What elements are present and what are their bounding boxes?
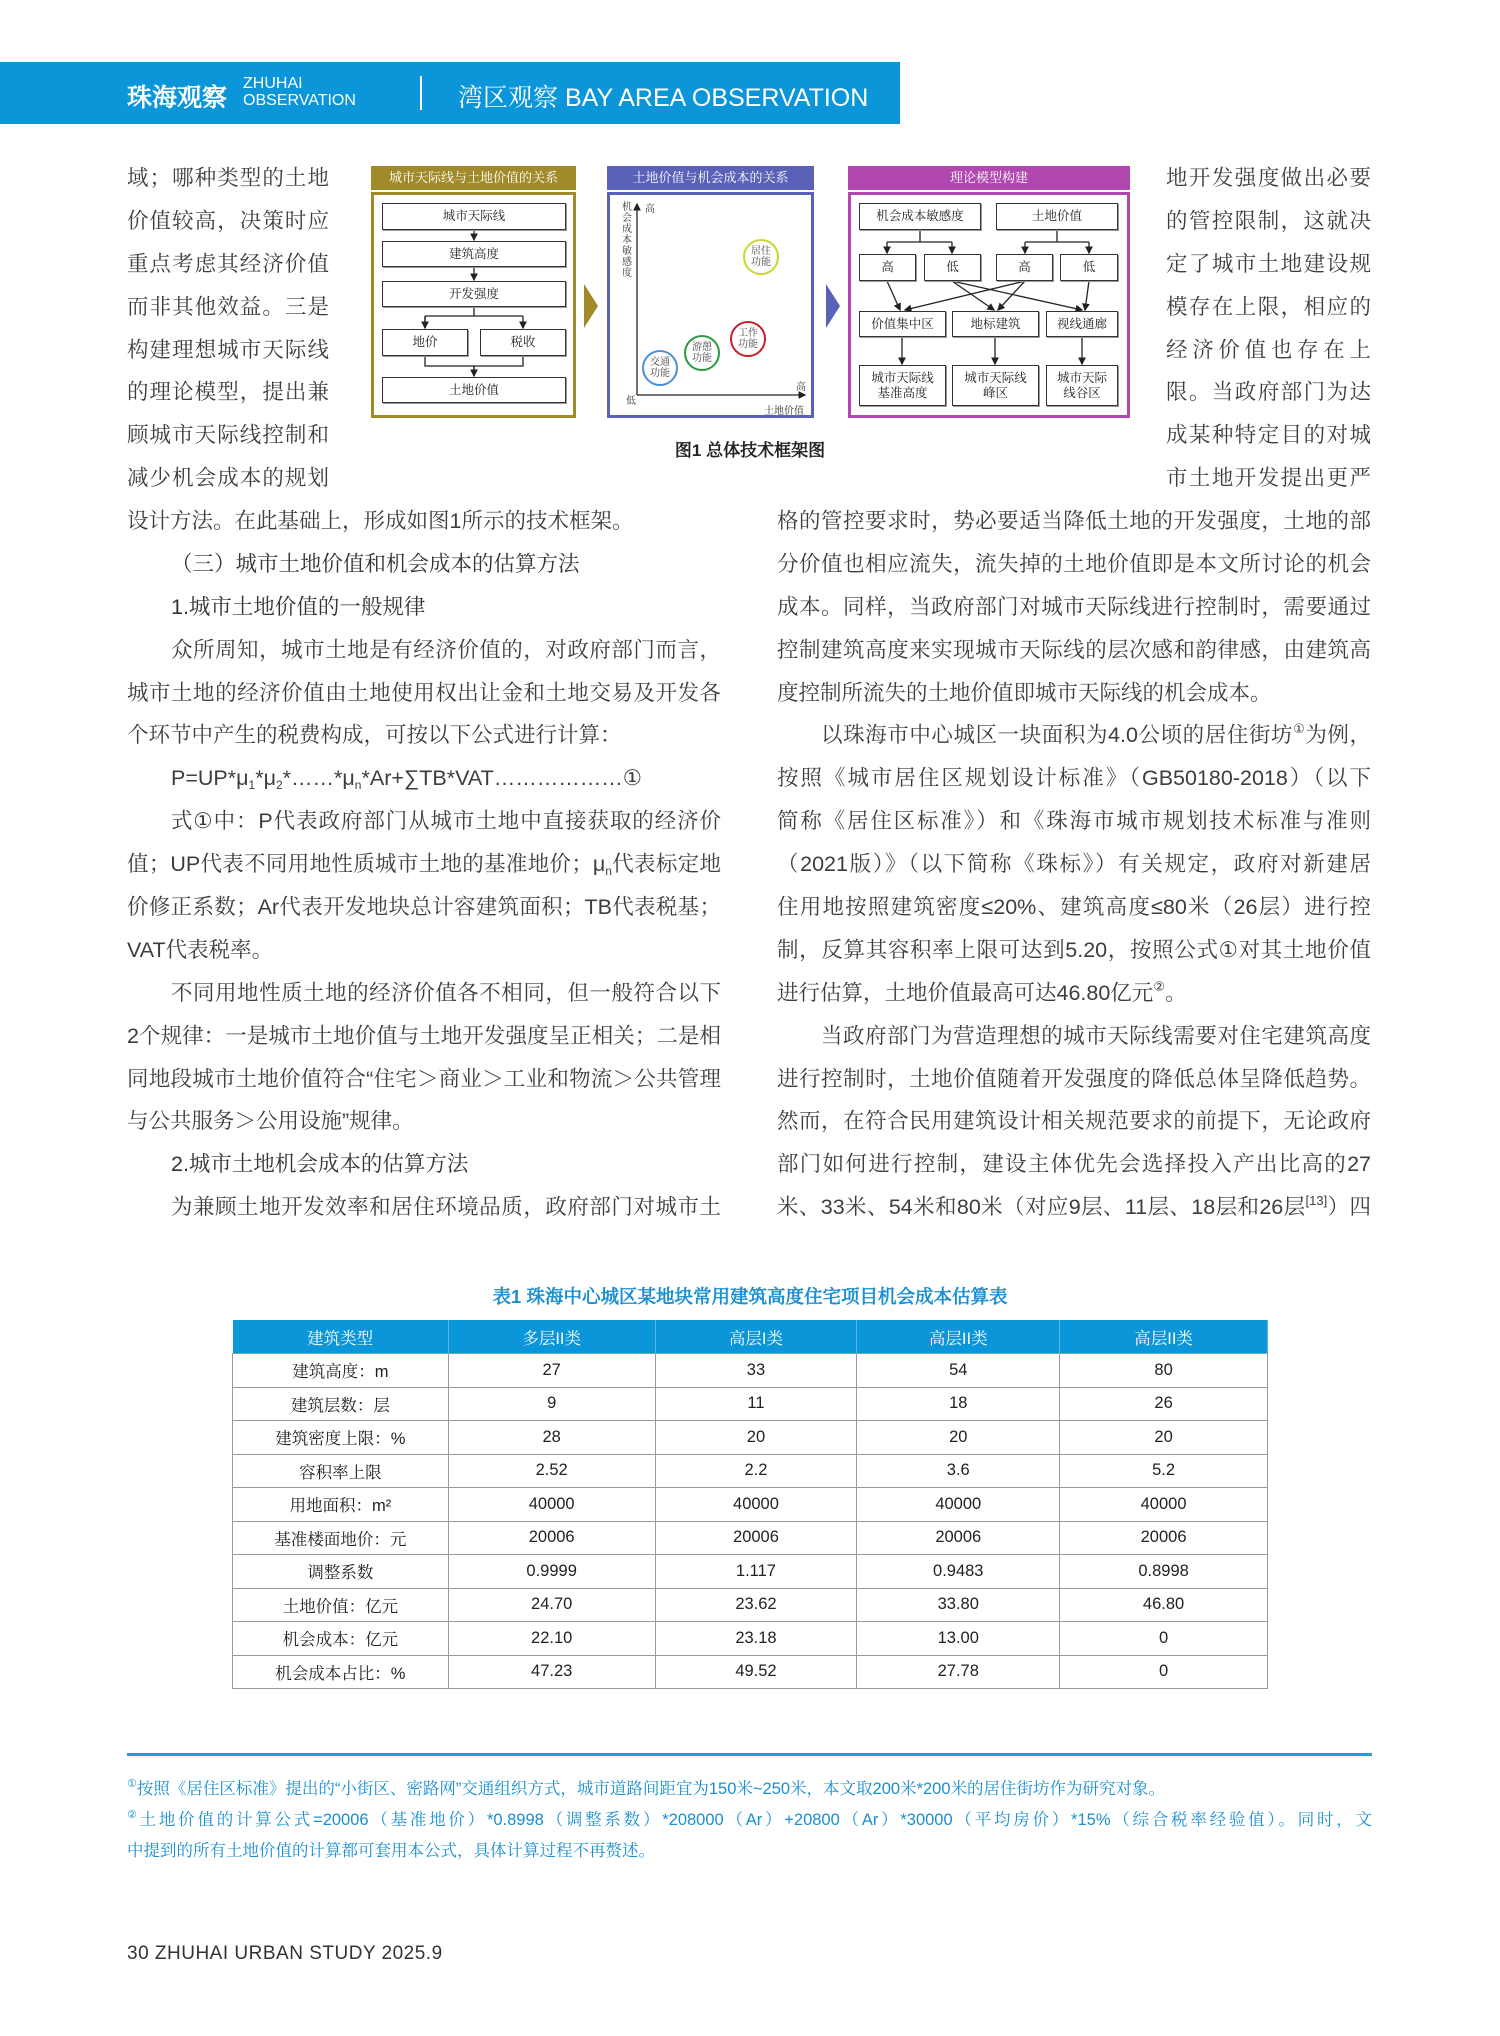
table-title: 表1 珠海中心城区某地块常用建筑高度住宅项目机会成本估算表 [492, 1286, 1008, 1307]
subscript: 2 [275, 778, 283, 793]
text-run: 的管控限制，这就决 [1166, 208, 1371, 233]
table-cell: 22.10 [448, 1622, 655, 1656]
page-footer: 30 ZHUHAI URBAN STUDY 2025.9 [127, 1943, 443, 1964]
text-run: 模存在上限，相应的 [1166, 294, 1371, 319]
table-cell: 11 [655, 1387, 857, 1421]
text-line [127, 757, 721, 800]
table-cell: 9 [448, 1387, 655, 1421]
table-cell: 54 [857, 1354, 1060, 1388]
section-heading [127, 543, 721, 586]
subscript: n [605, 864, 612, 879]
table-cell: 18 [857, 1387, 1060, 1421]
table-row [233, 1454, 1268, 1488]
box-high: 高 [996, 254, 1053, 281]
row-label: 建筑层数：层 [233, 1387, 449, 1421]
panel2-title: 土地价值与机会成本的关系 [607, 166, 814, 190]
table-cell: 20 [857, 1421, 1060, 1455]
row-label: 土地价值：亿元 [233, 1588, 449, 1622]
text-line [777, 1058, 1371, 1101]
section-heading [127, 1143, 721, 1186]
table-cell: 28 [448, 1421, 655, 1455]
text-line [777, 500, 1371, 543]
row-label: 机会成本占比：% [233, 1655, 449, 1689]
text-run: 按照《居住区标准》提出的“小街区、密路网”交通组织方式，城市道路间距宜为150米~250米，本文取200米*200米的居住街坊作为研究对象。 [136, 1780, 1166, 1798]
table-cell: 46.80 [1060, 1588, 1268, 1622]
table-cell: 0 [1060, 1622, 1268, 1656]
text-run: 价修正系数；Ar代表开发地块总计容建筑面积；TB代表税基； [127, 895, 721, 920]
flow-arrow-icon [826, 284, 840, 328]
text-run: 进行控制时，土地价值随着开发强度的降低总体呈降低趋势。 [777, 1066, 1371, 1091]
text-run: 市土地开发提出更严 [1166, 466, 1371, 491]
box-land-value: 土地价值 [382, 377, 566, 403]
text-line [1166, 414, 1371, 457]
text-run: 与公共服务＞公用设施”规律。 [127, 1109, 414, 1134]
text-line [127, 843, 721, 886]
box-tax: 税收 [480, 329, 566, 356]
table-cell: 5.2 [1060, 1454, 1268, 1488]
text-run: （2021版）》（以下简称《珠标》）有关规定，政府对新建居 [777, 852, 1371, 877]
table-row [233, 1421, 1268, 1455]
section-header-bar [0, 62, 900, 124]
table-cell: 13.00 [857, 1622, 1060, 1656]
table-row [233, 1622, 1268, 1656]
column-header: 多层II类 [448, 1320, 655, 1354]
box-value-cluster: 价值集中区 [859, 311, 946, 337]
text-run: *μ [255, 766, 276, 791]
circle-label: 居住功能 [751, 246, 771, 268]
box-line: 城市天际 [1056, 370, 1107, 385]
box-line: 城市天际线 [964, 370, 1027, 385]
text-line [127, 972, 721, 1015]
table-row [233, 1387, 1268, 1421]
box-line: 峰区 [982, 385, 1008, 400]
column-header: 高层II类 [857, 1320, 1060, 1354]
circle-label: 工作功能 [738, 328, 758, 350]
table-cell: 0.8998 [1060, 1555, 1268, 1589]
text-run: *……*μ [282, 766, 355, 791]
header-divider [420, 76, 422, 110]
text-run: 住用地按照建筑密度≤20%、建筑高度≤80米（26层）进行控 [777, 895, 1371, 920]
text-run: P=UP*μ [171, 766, 249, 791]
row-label: 建筑密度上限：% [233, 1421, 449, 1455]
text-line [777, 886, 1371, 929]
opportunity-cost-table [232, 1320, 1268, 1689]
text-line [127, 629, 721, 672]
text-run: *Ar+∑TB*VAT………………① [361, 766, 642, 791]
left-column-text [127, 500, 721, 1229]
flow-arrow-icon [584, 284, 598, 328]
text-line [777, 800, 1371, 843]
table-row [233, 1521, 1268, 1555]
table-cell: 20006 [655, 1521, 857, 1555]
box-skyline-valley [1046, 365, 1118, 406]
text-run: 然而，在符合民用建筑设计相关规范要求的前提下，无论政府 [777, 1109, 1371, 1134]
box-skyline-peak [952, 365, 1039, 406]
column-header: 高层I类 [655, 1320, 857, 1354]
text-run: 城市土地的经济价值由土地使用权出让金和土地交易及开发各 [127, 680, 721, 705]
text-line [777, 629, 1371, 672]
superscript: ② [1153, 978, 1165, 994]
left-column-narrow [127, 157, 329, 500]
circle-traffic [642, 350, 678, 386]
text-line [127, 457, 329, 500]
box-high: 高 [859, 254, 916, 281]
box-skyline-base [859, 365, 946, 406]
text-line [127, 1186, 721, 1229]
text-run: 米、33米、54米和80米（对应9层、11层、18层和26层 [777, 1195, 1306, 1220]
figure-caption: 图1 总体技术框架图 [674, 441, 826, 460]
table-header-row [233, 1320, 1268, 1354]
table-cell: 49.52 [655, 1655, 857, 1689]
box-opportunity-sensitivity: 机会成本敏感度 [859, 203, 981, 230]
text-run: 价值较高，决策时应 [127, 208, 329, 233]
box-line: 城市天际线 [871, 370, 934, 385]
table-row [233, 1555, 1268, 1589]
text-line [127, 1836, 1372, 1867]
figure-technical-framework [370, 166, 1132, 420]
text-line [777, 843, 1371, 886]
table-row [233, 1588, 1268, 1622]
table-cell: 33 [655, 1354, 857, 1388]
table-cell: 47.23 [448, 1655, 655, 1689]
row-label: 用地面积：m² [233, 1488, 449, 1522]
table-cell: 20 [1060, 1421, 1268, 1455]
text-line [1166, 286, 1371, 329]
text-run: 域；哪种类型的土地 [127, 166, 329, 190]
text-line [127, 243, 329, 286]
table-cell: 23.62 [655, 1588, 857, 1622]
table-cell: 33.80 [857, 1588, 1060, 1622]
text-run: （三）城市土地价值和机会成本的估算方法 [171, 551, 580, 576]
text-run: 部门如何进行控制，建设主体优先会选择投入产出比高的27 [777, 1152, 1371, 1177]
text-line [777, 586, 1371, 629]
circle-label: 交通功能 [650, 357, 670, 379]
x-axis-label: 土地价值 [764, 406, 804, 417]
text-run: 土地价值的计算公式=20006（基准地价）*0.8998（调整系数）*208000（Ar）+20800（Ar）*30000（平均房价）*15%（综合税率经验值）。同时，文 [139, 1811, 1372, 1829]
table-cell: 40000 [448, 1488, 655, 1522]
text-line [127, 414, 329, 457]
text-line [777, 757, 1371, 800]
superscript: ① [1293, 721, 1306, 737]
table-cell: 23.18 [655, 1622, 857, 1656]
y-axis-high: 高 [645, 204, 655, 215]
text-run: 格的管控要求时，势必要适当降低土地的开发强度，土地的部 [777, 509, 1371, 533]
text-run: 众所周知，城市土地是有经济价值的，对政府部门而言， [171, 637, 721, 662]
table-cell: 40000 [1060, 1488, 1268, 1522]
text-line [127, 672, 721, 715]
text-line [127, 800, 721, 843]
row-label: 建筑高度：m [233, 1354, 449, 1388]
section-name-en-line2: OBSERVATION [243, 92, 356, 109]
text-run: 同地段城市土地价值符合“住宅＞商业＞工业和物流＞公共管理 [127, 1066, 721, 1091]
table-cell: 27.78 [857, 1655, 1060, 1689]
text-line [127, 1805, 1372, 1836]
table-cell: 0.9483 [857, 1555, 1060, 1589]
table-cell: 20006 [857, 1521, 1060, 1555]
box-line: 线谷区 [1063, 385, 1101, 400]
text-line [777, 929, 1371, 972]
text-run: 控制建筑高度来实现城市天际线的层次感和韵律感，由建筑高 [777, 637, 1371, 662]
text-line [777, 543, 1371, 586]
text-line [127, 329, 329, 372]
text-run: 简称《居住区标准》）和《珠海市城市规划技术标准与准则 [777, 809, 1371, 834]
text-run: 定了城市土地建设规 [1166, 251, 1371, 276]
text-run: 成某种特定目的对城 [1166, 423, 1371, 448]
table-cell: 40000 [655, 1488, 857, 1522]
right-column-narrow [1166, 157, 1371, 500]
circle-residential [743, 239, 779, 275]
table-cell: 0 [1060, 1655, 1268, 1689]
table-cell: 3.6 [857, 1454, 1060, 1488]
text-line [127, 886, 721, 929]
box-land-price: 地价 [382, 329, 468, 356]
table-cell: 80 [1060, 1354, 1268, 1388]
text-run: 制，反算其容积率上限可达到5.20，按照公式①对其土地价值 [777, 937, 1371, 962]
circle-work [730, 321, 766, 357]
text-run: 代表标定地 [611, 852, 721, 877]
text-line [1166, 200, 1371, 243]
subscript: 1 [248, 778, 256, 793]
text-line [127, 1015, 721, 1058]
box-skyline: 城市天际线 [382, 203, 566, 230]
table-cell: 0.9999 [448, 1555, 655, 1589]
text-run: 限。当政府部门为达 [1166, 380, 1371, 405]
circle-label: 游憩功能 [692, 342, 712, 364]
table-cell: 40000 [857, 1488, 1060, 1522]
section-name-en [243, 75, 356, 109]
text-run: 进行估算，土地价值最高可达46.80亿元 [777, 980, 1154, 1005]
table-cell: 2.52 [448, 1454, 655, 1488]
section-name-en-line1: ZHUHAI [243, 75, 303, 92]
text-run: 按照《城市居住区规划设计标准》（GB50180-2018）（以下 [777, 766, 1371, 791]
text-run: 中提到的所有土地价值的计算都可套用本公式，具体计算过程不再赘述。 [127, 1842, 655, 1860]
text-run: 当政府部门为营造理想的城市天际线需要对住宅建筑高度 [821, 1023, 1371, 1048]
text-run: 成本。同样，当政府部门对城市天际线进行控制时，需要通过 [777, 594, 1371, 619]
text-run: 重点考虑其经济价值 [127, 251, 329, 276]
text-run: 的理论模型，提出兼 [127, 380, 329, 405]
text-run: 为例， [1305, 723, 1372, 748]
text-line [1166, 157, 1371, 200]
table-cell: 27 [448, 1354, 655, 1388]
text-line [127, 200, 329, 243]
text-line [1166, 329, 1371, 372]
table-cell: 26 [1060, 1387, 1268, 1421]
row-label: 机会成本：亿元 [233, 1622, 449, 1656]
box-land-value: 土地价值 [996, 203, 1118, 230]
text-line [777, 1143, 1371, 1186]
text-line [777, 1186, 1371, 1229]
text-run: 地开发强度做出必要 [1166, 166, 1371, 190]
section-name-cn: 珠海观察 [127, 84, 228, 112]
text-run: 不同用地性质土地的经济价值各不相同，但一般符合以下 [171, 980, 721, 1005]
subscript: n [354, 778, 362, 793]
table-row [233, 1354, 1268, 1388]
text-line [1166, 457, 1371, 500]
column-title: 湾区观察 BAY AREA OBSERVATION [458, 84, 869, 112]
column-header: 高层II类 [1060, 1320, 1268, 1354]
text-run: 1.城市土地价值的一般规律 [171, 594, 426, 619]
table-cell: 20006 [448, 1521, 655, 1555]
text-line [127, 929, 721, 972]
text-run: VAT代表税率。 [127, 937, 274, 962]
footnotes [127, 1774, 1372, 1867]
text-line [127, 1100, 721, 1143]
table-cell: 2.2 [655, 1454, 857, 1488]
text-line [127, 500, 721, 543]
text-line [127, 714, 721, 757]
panel2-frame [607, 192, 814, 418]
table-cell: 1.117 [655, 1555, 857, 1589]
row-label: 基准楼面地价：元 [233, 1521, 449, 1555]
table-cell: 20 [655, 1421, 857, 1455]
box-dev-intensity: 开发强度 [382, 281, 566, 307]
panel3-title: 理论模型构建 [848, 166, 1130, 190]
superscript: [13] [1305, 1193, 1328, 1209]
text-line [777, 672, 1371, 715]
row-label: 调整系数 [233, 1555, 449, 1589]
box-view-corridor: 视线通廊 [1046, 311, 1118, 337]
text-run: 。 [1164, 980, 1187, 1005]
text-line [777, 972, 1371, 1015]
circle-recreation [684, 335, 720, 371]
text-run: 个环节中产生的税费构成，可按以下公式进行计算： [127, 723, 622, 748]
text-run: ）四 [1327, 1195, 1371, 1220]
text-line [777, 1015, 1371, 1058]
text-line [127, 1774, 1372, 1805]
text-line [1166, 243, 1371, 286]
superscript: ② [127, 1809, 140, 1821]
text-run: 而非其他效益。三是 [127, 294, 329, 319]
text-run: 度控制所流失的土地价值即城市天际线的机会成本。 [777, 680, 1272, 705]
text-line [127, 1058, 721, 1101]
table-cell: 24.70 [448, 1588, 655, 1622]
section-heading [127, 586, 721, 629]
box-low: 低 [1060, 254, 1118, 281]
y-axis-label: 机会成本敏感度 [622, 202, 632, 279]
text-line [127, 157, 329, 200]
box-low: 低 [924, 254, 981, 281]
axis-low: 低 [626, 396, 636, 407]
text-run: 经济价值也存在上 [1166, 337, 1371, 362]
text-line [777, 1100, 1371, 1143]
text-run: 构建理想城市天际线 [127, 337, 329, 362]
text-run: 2.城市土地机会成本的估算方法 [171, 1152, 469, 1177]
text-run: 设计方法。在此基础上，形成如图1所示的技术框架。 [127, 509, 634, 533]
text-run: 值；UP代表不同用地性质城市土地的基准地价；μ [127, 852, 606, 877]
footnote-divider [127, 1753, 1372, 1756]
text-run: 2个规律：一是城市土地价值与土地开发强度呈正相关；二是相 [127, 1023, 721, 1048]
table-row [233, 1655, 1268, 1689]
text-line [777, 714, 1371, 757]
text-run: 分价值也相应流失，流失掉的土地价值即是本文所讨论的机会 [777, 551, 1371, 576]
text-run: 为兼顾土地开发效率和居住环境品质，政府部门对城市土 [171, 1195, 721, 1220]
column-header: 建筑类型 [233, 1320, 449, 1354]
box-building-height: 建筑高度 [382, 241, 566, 267]
text-run: 减少机会成本的规划 [127, 466, 329, 491]
box-landmark: 地标建筑 [952, 311, 1039, 337]
row-label: 容积率上限 [233, 1454, 449, 1488]
panel1-title: 城市天际线与土地价值的关系 [371, 166, 576, 190]
right-column-text [777, 500, 1371, 1229]
text-line [127, 371, 329, 414]
text-run: 以珠海市中心城区一块面积为4.0公顷的居住街坊 [821, 723, 1294, 748]
x-axis-high: 高 [796, 382, 806, 393]
text-run: 顾城市天际线控制和 [127, 423, 329, 448]
text-run: 式①中：P代表政府部门从城市土地中直接获取的经济价 [171, 809, 721, 834]
box-line: 基准高度 [877, 385, 928, 400]
superscript: ① [127, 1778, 137, 1790]
table-cell: 20006 [1060, 1521, 1268, 1555]
table-row [233, 1488, 1268, 1522]
text-line [1166, 371, 1371, 414]
text-line [127, 286, 329, 329]
